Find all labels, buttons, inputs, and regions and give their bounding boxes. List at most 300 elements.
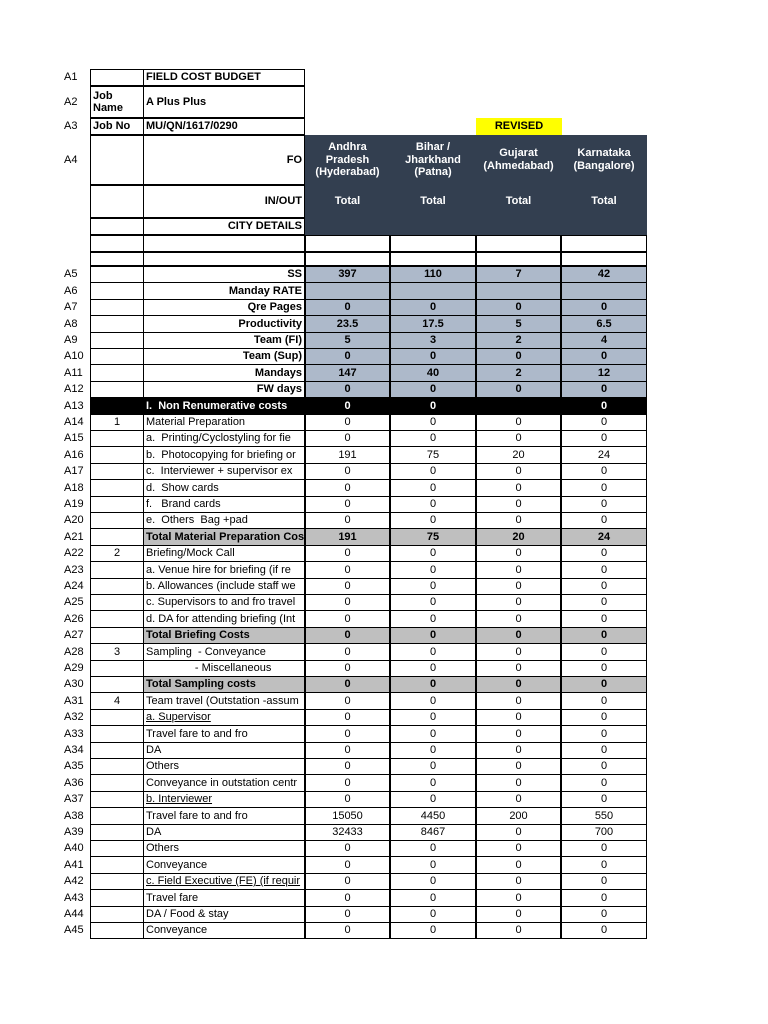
value-cell-A20-3[interactable]: 0 <box>476 512 561 529</box>
section-number-A28[interactable]: 3 <box>90 643 144 661</box>
value-cell-A28-2[interactable]: 0 <box>390 643 476 661</box>
value-cell-A25-1[interactable]: 0 <box>305 594 390 611</box>
row-label-text-A29[interactable]: - Miscellaneous <box>143 660 305 677</box>
row-label-text-A33[interactable]: Travel fare to and fro <box>143 725 305 743</box>
num-cell-A4[interactable] <box>90 135 144 185</box>
value-cell-A37-3[interactable]: 0 <box>476 791 561 808</box>
row-label-A20: A20 <box>64 514 84 526</box>
value-cell-A14-3[interactable]: 0 <box>476 414 561 431</box>
value-cell-A45-3[interactable]: 0 <box>476 922 561 939</box>
row-label-text-A20[interactable]: e. Others Bag +pad <box>143 512 305 529</box>
row-label-text-A40[interactable]: Others <box>143 840 305 857</box>
blank-cell[interactable] <box>143 252 305 266</box>
section-number-A25[interactable] <box>90 594 144 611</box>
value-cell-A26-4[interactable]: 0 <box>561 610 647 628</box>
row-label-text-A8[interactable]: Productivity <box>143 315 305 333</box>
section-number-A15[interactable] <box>90 430 144 447</box>
state-header-4[interactable]: Karnataka (Bangalore) <box>561 135 647 185</box>
num-cell-A1[interactable] <box>90 69 144 86</box>
value-cell-A35-4[interactable]: 0 <box>561 758 647 775</box>
section-number-A29[interactable] <box>90 660 144 677</box>
value-cell-A18-3[interactable]: 0 <box>476 479 561 497</box>
section-number-A30[interactable] <box>90 676 144 693</box>
value-cell-A33-1[interactable]: 0 <box>305 725 390 743</box>
value-cell-A28-3[interactable]: 0 <box>476 643 561 661</box>
value-cell-A9-2[interactable]: 3 <box>390 332 476 349</box>
value-cell-A32-4[interactable]: 0 <box>561 709 647 726</box>
blank-cell[interactable] <box>143 235 305 252</box>
value-cell-A6-4[interactable] <box>561 282 647 300</box>
section-number-A6[interactable] <box>90 282 144 300</box>
row-label-text-A12[interactable]: FW days <box>143 381 305 398</box>
row-label-A12: A12 <box>64 383 84 395</box>
value-cell-A13-4[interactable]: 0 <box>561 397 647 415</box>
blank-cell[interactable] <box>476 235 561 252</box>
section-number-A33[interactable] <box>90 725 144 743</box>
row-label-text-A23[interactable]: a. Venue hire for briefing (if re <box>143 561 305 579</box>
value-cell-A43-4[interactable]: 0 <box>561 889 647 907</box>
value-cell-A38-4[interactable]: 550 <box>561 807 647 825</box>
value-cell-A21-3[interactable]: 20 <box>476 528 561 546</box>
section-number-A31[interactable]: 4 <box>90 692 144 710</box>
row-label-text-A39[interactable]: DA <box>143 824 305 841</box>
value-cell-A5-1[interactable]: 397 <box>305 266 390 283</box>
value-cell-A24-2[interactable]: 0 <box>390 578 476 595</box>
row-label-text-A16[interactable]: b. Photocopying for briefing or <box>143 446 305 464</box>
value-cell-A14-1[interactable]: 0 <box>305 414 390 431</box>
inout-num-cell[interactable] <box>90 185 144 218</box>
row-label-A2: A2 <box>64 95 78 108</box>
value-cell-A16-1[interactable]: 191 <box>305 446 390 464</box>
value-cell-A24-3[interactable]: 0 <box>476 578 561 595</box>
value-cell-A40-2[interactable]: 0 <box>390 840 476 857</box>
value-cell-A39-4[interactable]: 700 <box>561 824 647 841</box>
value-cell-A30-1[interactable]: 0 <box>305 676 390 693</box>
value-cell-A29-1[interactable]: 0 <box>305 660 390 677</box>
section-number-A24[interactable] <box>90 578 144 595</box>
value-cell-A39-3[interactable]: 0 <box>476 824 561 841</box>
sheet-title[interactable]: FIELD COST BUDGET <box>143 69 305 86</box>
row-label-A5: A5 <box>64 268 78 280</box>
section-number-A37[interactable] <box>90 791 144 808</box>
value-cell-A37-2[interactable]: 0 <box>390 791 476 808</box>
value-cell-A22-4[interactable]: 0 <box>561 545 647 562</box>
value-cell-A27-1[interactable]: 0 <box>305 627 390 644</box>
row-label-text-A6[interactable]: Manday RATE <box>143 282 305 300</box>
section-number-A5[interactable] <box>90 266 144 283</box>
row-label-text-A15[interactable]: a. Printing/Cyclostyling for fie <box>143 430 305 447</box>
row-label-A24: A24 <box>64 580 84 592</box>
value-cell-A19-4[interactable]: 0 <box>561 496 647 513</box>
value-cell-A42-4[interactable]: 0 <box>561 873 647 890</box>
value-cell-A11-4[interactable]: 12 <box>561 364 647 382</box>
job-no-label[interactable]: Job No <box>90 118 144 135</box>
value-cell-A44-2[interactable]: 0 <box>390 906 476 923</box>
inout-total-2[interactable]: Total <box>390 185 476 218</box>
row-label-A10: A10 <box>64 350 84 362</box>
value-cell-A26-3[interactable]: 0 <box>476 610 561 628</box>
row-label-text-A11[interactable]: Mandays <box>143 364 305 382</box>
value-cell-A27-2[interactable]: 0 <box>390 627 476 644</box>
inout-total-3[interactable]: Total <box>476 185 561 218</box>
row-label-A27: A27 <box>64 629 84 641</box>
blank-cell[interactable] <box>561 235 647 252</box>
value-cell-A23-2[interactable]: 0 <box>390 561 476 579</box>
value-cell-A35-1[interactable]: 0 <box>305 758 390 775</box>
value-cell-A5-2[interactable]: 110 <box>390 266 476 283</box>
row-label-text-A25[interactable]: c. Supervisors to and fro travel <box>143 594 305 611</box>
value-cell-A24-1[interactable]: 0 <box>305 578 390 595</box>
value-cell-A21-2[interactable]: 75 <box>390 528 476 546</box>
value-cell-A36-4[interactable]: 0 <box>561 774 647 792</box>
row-label-text-A35[interactable]: Others <box>143 758 305 775</box>
value-cell-A41-3[interactable]: 0 <box>476 856 561 874</box>
value-cell-A20-2[interactable]: 0 <box>390 512 476 529</box>
section-number-A35[interactable] <box>90 758 144 775</box>
value-cell-A8-3[interactable]: 5 <box>476 315 561 333</box>
value-cell-A20-4[interactable]: 0 <box>561 512 647 529</box>
section-number-A41[interactable] <box>90 856 144 874</box>
row-label-A7: A7 <box>64 301 78 313</box>
city-details-label[interactable]: CITY DETAILS <box>143 218 305 235</box>
value-cell-A34-2[interactable]: 0 <box>390 742 476 759</box>
row-label-text-A37[interactable]: b. Interviewer <box>143 791 305 808</box>
value-cell-A33-3[interactable]: 0 <box>476 725 561 743</box>
row-label-text-A10[interactable]: Team (Sup) <box>143 348 305 365</box>
city-cell-2[interactable] <box>390 218 476 235</box>
value-cell-A15-2[interactable]: 0 <box>390 430 476 447</box>
section-number-A26[interactable] <box>90 610 144 628</box>
value-cell-A34-1[interactable]: 0 <box>305 742 390 759</box>
row-label-text-A26[interactable]: d. DA for attending briefing (Int <box>143 610 305 628</box>
blank-cell[interactable] <box>390 235 476 252</box>
value-cell-A18-1[interactable]: 0 <box>305 479 390 497</box>
job-name-label[interactable]: Job Name <box>90 86 144 118</box>
section-number-A18[interactable] <box>90 479 144 497</box>
value-cell-A45-2[interactable]: 0 <box>390 922 476 939</box>
value-cell-A13-3[interactable] <box>476 397 561 415</box>
value-cell-A10-2[interactable]: 0 <box>390 348 476 365</box>
value-cell-A9-4[interactable]: 4 <box>561 332 647 349</box>
value-cell-A14-4[interactable]: 0 <box>561 414 647 431</box>
value-cell-A21-4[interactable]: 24 <box>561 528 647 546</box>
fo-label[interactable]: FO <box>143 135 305 185</box>
value-cell-A13-1[interactable]: 0 <box>305 397 390 415</box>
section-number-A44[interactable] <box>90 906 144 923</box>
value-cell-A7-2[interactable]: 0 <box>390 299 476 316</box>
value-cell-A19-2[interactable]: 0 <box>390 496 476 513</box>
value-cell-A31-4[interactable]: 0 <box>561 692 647 710</box>
value-cell-A12-1[interactable]: 0 <box>305 381 390 398</box>
section-number-A14[interactable]: 1 <box>90 414 144 431</box>
value-cell-A29-4[interactable]: 0 <box>561 660 647 677</box>
value-cell-A22-3[interactable]: 0 <box>476 545 561 562</box>
city-num-cell[interactable] <box>90 218 144 235</box>
value-cell-A6-3[interactable] <box>476 282 561 300</box>
row-label-text-A22[interactable]: Briefing/Mock Call <box>143 545 305 562</box>
row-label-text-A44[interactable]: DA / Food & stay <box>143 906 305 923</box>
value-cell-A10-4[interactable]: 0 <box>561 348 647 365</box>
value-cell-A15-1[interactable]: 0 <box>305 430 390 447</box>
section-number-A8[interactable] <box>90 315 144 333</box>
value-cell-A38-1[interactable]: 15050 <box>305 807 390 825</box>
section-number-A13[interactable] <box>90 397 144 415</box>
city-cell-1[interactable] <box>305 218 390 235</box>
value-cell-A5-4[interactable]: 42 <box>561 266 647 283</box>
value-cell-A32-2[interactable]: 0 <box>390 709 476 726</box>
section-number-A39[interactable] <box>90 824 144 841</box>
row-label-text-A9[interactable]: Team (FI) <box>143 332 305 349</box>
row-label-text-A36[interactable]: Conveyance in outstation centr <box>143 774 305 792</box>
value-cell-A9-3[interactable]: 2 <box>476 332 561 349</box>
value-cell-A36-2[interactable]: 0 <box>390 774 476 792</box>
value-cell-A7-3[interactable]: 0 <box>476 299 561 316</box>
value-cell-A44-1[interactable]: 0 <box>305 906 390 923</box>
section-number-A16[interactable] <box>90 446 144 464</box>
value-cell-A5-3[interactable]: 7 <box>476 266 561 283</box>
section-number-A19[interactable] <box>90 496 144 513</box>
value-cell-A11-3[interactable]: 2 <box>476 364 561 382</box>
value-cell-A30-3[interactable]: 0 <box>476 676 561 693</box>
value-cell-A26-1[interactable]: 0 <box>305 610 390 628</box>
value-cell-A32-3[interactable]: 0 <box>476 709 561 726</box>
value-cell-A25-4[interactable]: 0 <box>561 594 647 611</box>
value-cell-A10-3[interactable]: 0 <box>476 348 561 365</box>
value-cell-A33-4[interactable]: 0 <box>561 725 647 743</box>
value-cell-A29-3[interactable]: 0 <box>476 660 561 677</box>
blank-cell[interactable] <box>305 252 390 266</box>
value-cell-A36-1[interactable]: 0 <box>305 774 390 792</box>
value-cell-A43-3[interactable]: 0 <box>476 889 561 907</box>
value-cell-A17-3[interactable]: 0 <box>476 463 561 480</box>
row-label-text-A13[interactable]: I. Non Renumerative costs <box>143 397 305 415</box>
value-cell-A30-4[interactable]: 0 <box>561 676 647 693</box>
value-cell-A18-2[interactable]: 0 <box>390 479 476 497</box>
city-cell-3[interactable] <box>476 218 561 235</box>
value-cell-A31-2[interactable]: 0 <box>390 692 476 710</box>
value-cell-A16-3[interactable]: 20 <box>476 446 561 464</box>
value-cell-A43-2[interactable]: 0 <box>390 889 476 907</box>
row-label-A30: A30 <box>64 678 84 690</box>
value-cell-A14-2[interactable]: 0 <box>390 414 476 431</box>
value-cell-A6-1[interactable] <box>305 282 390 300</box>
value-cell-A28-1[interactable]: 0 <box>305 643 390 661</box>
value-cell-A40-4[interactable]: 0 <box>561 840 647 857</box>
row-label-text-A45[interactable]: Conveyance <box>143 922 305 939</box>
value-cell-A7-1[interactable]: 0 <box>305 299 390 316</box>
blank-cell[interactable] <box>476 252 561 266</box>
row-label-text-A21[interactable]: Total Material Preparation Cos <box>143 528 305 546</box>
value-cell-A45-1[interactable]: 0 <box>305 922 390 939</box>
value-cell-A43-1[interactable]: 0 <box>305 889 390 907</box>
value-cell-A28-4[interactable]: 0 <box>561 643 647 661</box>
row-label-A41: A41 <box>64 858 84 871</box>
value-cell-A41-2[interactable]: 0 <box>390 856 476 874</box>
value-cell-A8-4[interactable]: 6.5 <box>561 315 647 333</box>
inout-label[interactable]: IN/OUT <box>143 185 305 218</box>
row-label-text-A28[interactable]: Sampling - Conveyance <box>143 643 305 661</box>
value-cell-A22-1[interactable]: 0 <box>305 545 390 562</box>
section-number-A17[interactable] <box>90 463 144 480</box>
value-cell-A35-2[interactable]: 0 <box>390 758 476 775</box>
value-cell-A40-3[interactable]: 0 <box>476 840 561 857</box>
row-label-text-A34[interactable]: DA <box>143 742 305 759</box>
value-cell-A25-2[interactable]: 0 <box>390 594 476 611</box>
section-number-A36[interactable] <box>90 774 144 792</box>
row-label-A22: A22 <box>64 547 84 559</box>
revised-badge: REVISED <box>476 118 562 135</box>
row-label-text-A41[interactable]: Conveyance <box>143 856 305 874</box>
row-label-text-A43[interactable]: Travel fare <box>143 889 305 907</box>
value-cell-A34-3[interactable]: 0 <box>476 742 561 759</box>
row-label-A44: A44 <box>64 908 84 920</box>
blank-cell[interactable] <box>90 235 144 252</box>
row-label-text-A5[interactable]: SS <box>143 266 305 283</box>
value-cell-A17-4[interactable]: 0 <box>561 463 647 480</box>
value-cell-A12-4[interactable]: 0 <box>561 381 647 398</box>
value-cell-A45-4[interactable]: 0 <box>561 922 647 939</box>
blank-cell[interactable] <box>561 252 647 266</box>
section-number-A21[interactable] <box>90 528 144 546</box>
value-cell-A39-1[interactable]: 32433 <box>305 824 390 841</box>
value-cell-A8-1[interactable]: 23.5 <box>305 315 390 333</box>
row-label-text-A24[interactable]: b. Allowances (include staff we <box>143 578 305 595</box>
job-name-value[interactable]: A Plus Plus <box>143 86 305 118</box>
row-label-text-A7[interactable]: Qre Pages <box>143 299 305 316</box>
section-number-A20[interactable] <box>90 512 144 529</box>
row-label-text-A31[interactable]: Team travel (Outstation -assum <box>143 692 305 710</box>
value-cell-A41-4[interactable]: 0 <box>561 856 647 874</box>
section-number-A23[interactable] <box>90 561 144 579</box>
inout-total-1[interactable]: Total <box>305 185 390 218</box>
row-label-text-A14[interactable]: Material Preparation <box>143 414 305 431</box>
value-cell-A44-4[interactable]: 0 <box>561 906 647 923</box>
blank-cell[interactable] <box>90 252 144 266</box>
value-cell-A42-3[interactable]: 0 <box>476 873 561 890</box>
value-cell-A36-3[interactable]: 0 <box>476 774 561 792</box>
row-label-text-A19[interactable]: f. Brand cards <box>143 496 305 513</box>
value-cell-A42-1[interactable]: 0 <box>305 873 390 890</box>
section-number-A42[interactable] <box>90 873 144 890</box>
city-cell-4[interactable] <box>561 218 647 235</box>
blank-cell[interactable] <box>390 252 476 266</box>
value-cell-A10-1[interactable]: 0 <box>305 348 390 365</box>
value-cell-A24-4[interactable]: 0 <box>561 578 647 595</box>
value-cell-A27-4[interactable]: 0 <box>561 627 647 644</box>
value-cell-A37-4[interactable]: 0 <box>561 791 647 808</box>
job-no-value[interactable]: MU/QN/1617/0290 <box>143 118 305 135</box>
value-cell-A15-3[interactable]: 0 <box>476 430 561 447</box>
row-label-text-A32[interactable]: a. Supervisor <box>143 709 305 726</box>
value-cell-A8-2[interactable]: 17.5 <box>390 315 476 333</box>
section-number-A22[interactable]: 2 <box>90 545 144 562</box>
section-number-A11[interactable] <box>90 364 144 382</box>
state-header-1[interactable]: Andhra Pradesh (Hyderabad) <box>305 135 390 185</box>
row-label-text-A30[interactable]: Total Sampling costs <box>143 676 305 693</box>
section-number-A32[interactable] <box>90 709 144 726</box>
state-header-2[interactable]: Bihar / Jharkhand (Patna) <box>390 135 476 185</box>
section-number-A38[interactable] <box>90 807 144 825</box>
value-cell-A21-1[interactable]: 191 <box>305 528 390 546</box>
value-cell-A15-4[interactable]: 0 <box>561 430 647 447</box>
value-cell-A38-3[interactable]: 200 <box>476 807 561 825</box>
value-cell-A9-1[interactable]: 5 <box>305 332 390 349</box>
row-label-text-A38[interactable]: Travel fare to and fro <box>143 807 305 825</box>
row-label-A40: A40 <box>64 842 84 854</box>
value-cell-A6-2[interactable] <box>390 282 476 300</box>
value-cell-A13-2[interactable]: 0 <box>390 397 476 415</box>
value-cell-A16-2[interactable]: 75 <box>390 446 476 464</box>
value-cell-A29-2[interactable]: 0 <box>390 660 476 677</box>
value-cell-A11-2[interactable]: 40 <box>390 364 476 382</box>
value-cell-A19-1[interactable]: 0 <box>305 496 390 513</box>
row-label-text-A27[interactable]: Total Briefing Costs <box>143 627 305 644</box>
row-label-text-A17[interactable]: c. Interviewer + supervisor ex <box>143 463 305 480</box>
row-label-A3: A3 <box>64 120 78 132</box>
value-cell-A41-1[interactable]: 0 <box>305 856 390 874</box>
value-cell-A33-2[interactable]: 0 <box>390 725 476 743</box>
inout-total-4[interactable]: Total <box>561 185 647 218</box>
section-number-A43[interactable] <box>90 889 144 907</box>
value-cell-A31-1[interactable]: 0 <box>305 692 390 710</box>
section-number-A34[interactable] <box>90 742 144 759</box>
value-cell-A32-1[interactable]: 0 <box>305 709 390 726</box>
value-cell-A27-3[interactable]: 0 <box>476 627 561 644</box>
value-cell-A39-2[interactable]: 8467 <box>390 824 476 841</box>
section-number-A27[interactable] <box>90 627 144 644</box>
value-cell-A42-2[interactable]: 0 <box>390 873 476 890</box>
row-label-A45: A45 <box>64 924 84 936</box>
value-cell-A40-1[interactable]: 0 <box>305 840 390 857</box>
value-cell-A38-2[interactable]: 4450 <box>390 807 476 825</box>
section-number-A12[interactable] <box>90 381 144 398</box>
value-cell-A18-4[interactable]: 0 <box>561 479 647 497</box>
value-cell-A26-2[interactable]: 0 <box>390 610 476 628</box>
value-cell-A12-3[interactable]: 0 <box>476 381 561 398</box>
value-cell-A17-2[interactable]: 0 <box>390 463 476 480</box>
value-cell-A34-4[interactable]: 0 <box>561 742 647 759</box>
value-cell-A19-3[interactable]: 0 <box>476 496 561 513</box>
value-cell-A30-2[interactable]: 0 <box>390 676 476 693</box>
section-number-A9[interactable] <box>90 332 144 349</box>
value-cell-A35-3[interactable]: 0 <box>476 758 561 775</box>
section-number-A40[interactable] <box>90 840 144 857</box>
section-number-A45[interactable] <box>90 922 144 939</box>
value-cell-A25-3[interactable]: 0 <box>476 594 561 611</box>
value-cell-A31-3[interactable]: 0 <box>476 692 561 710</box>
state-header-3[interactable]: Gujarat (Ahmedabad) <box>476 135 561 185</box>
blank-cell[interactable] <box>305 235 390 252</box>
value-cell-A23-3[interactable]: 0 <box>476 561 561 579</box>
row-label-text-A42[interactable]: c. Field Executive (FE) (if requir <box>143 873 305 890</box>
value-cell-A17-1[interactable]: 0 <box>305 463 390 480</box>
value-cell-A12-2[interactable]: 0 <box>390 381 476 398</box>
value-cell-A22-2[interactable]: 0 <box>390 545 476 562</box>
section-number-A10[interactable] <box>90 348 144 365</box>
row-label-A39: A39 <box>64 826 84 838</box>
value-cell-A44-3[interactable]: 0 <box>476 906 561 923</box>
row-label-A9: A9 <box>64 334 78 346</box>
value-cell-A20-1[interactable]: 0 <box>305 512 390 529</box>
row-label-text-A18[interactable]: d. Show cards <box>143 479 305 497</box>
value-cell-A37-1[interactable]: 0 <box>305 791 390 808</box>
value-cell-A7-4[interactable]: 0 <box>561 299 647 316</box>
value-cell-A23-1[interactable]: 0 <box>305 561 390 579</box>
section-number-A7[interactable] <box>90 299 144 316</box>
value-cell-A11-1[interactable]: 147 <box>305 364 390 382</box>
value-cell-A16-4[interactable]: 24 <box>561 446 647 464</box>
value-cell-A23-4[interactable]: 0 <box>561 561 647 579</box>
